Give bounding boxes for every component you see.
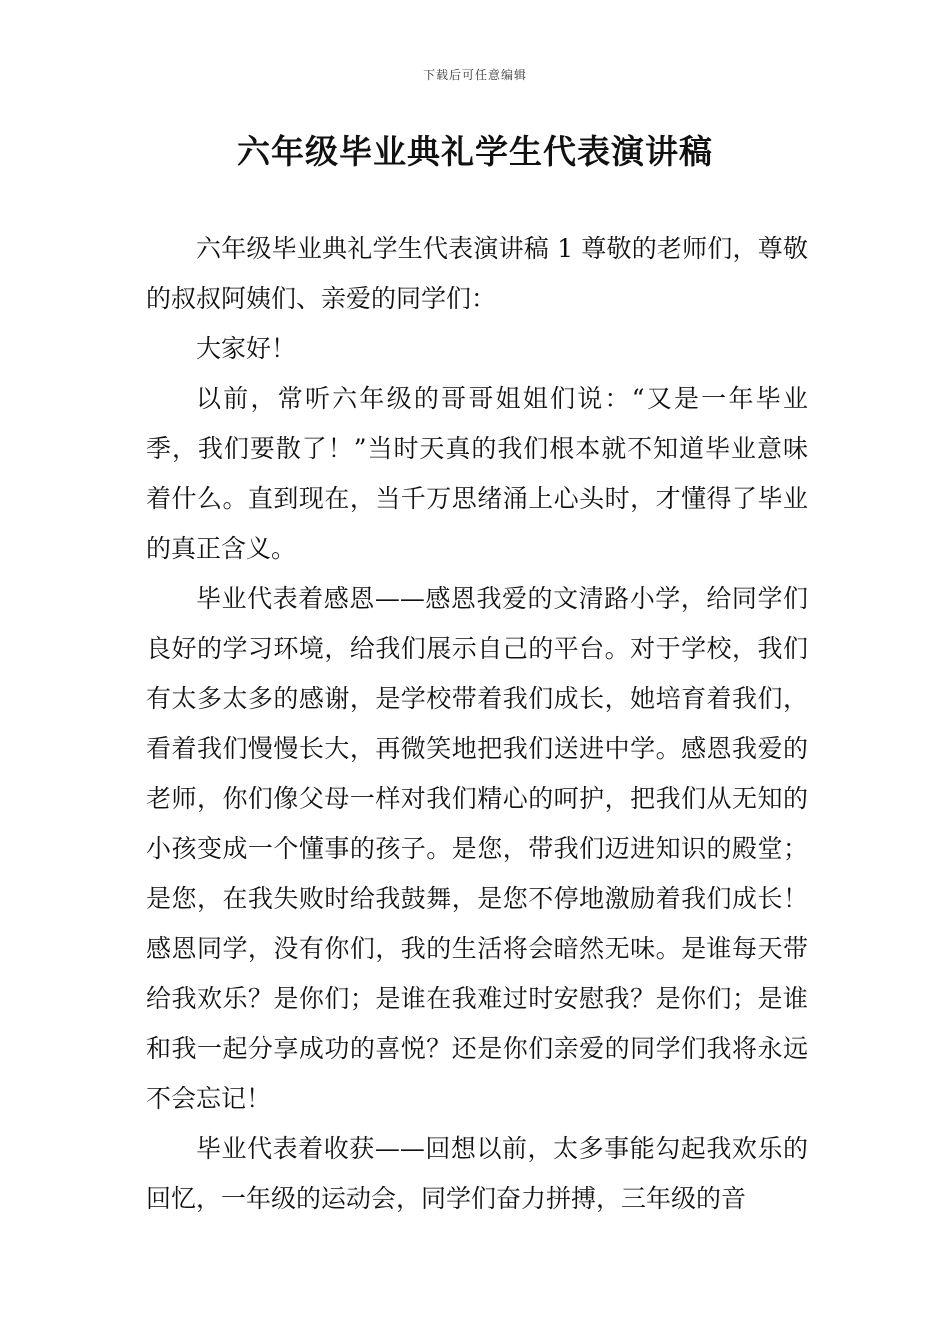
paragraph-salutation: 六年级毕业典礼学生代表演讲稿 1 尊敬的老师们，尊敬的叔叔阿姨们、亲爱的同学们： xyxy=(146,234,808,313)
paragraph-harvest: 毕业代表着收获——回想以前，太多事能勾起我欢乐的回忆，一年级的运动会，同学们奋力拼搏，三年级的音 xyxy=(146,1134,808,1213)
paragraph-greeting: 大家好！ xyxy=(196,334,297,363)
document-title: 六年级毕业典礼学生代表演讲稿 xyxy=(237,132,713,171)
paragraph-gratitude: 毕业代表着感恩——感恩我爱的文清路小学，给同学们良好的学习环境，给我们展示自己的平台。对于学校，我们有太多太多的感谢，是学校带着我们成长，她培育着我们，看着我们慢慢长大，再微笑地把我们送进中学。感恩我爱的老师，你们像父母一样对我们精心的呵护，把我们从无知的小孩变成一个懂事的孩子。是您，带我们迈进知识的殿堂；是您，在我失败时给我鼓舞，是您不停地激励着我们成长！感恩同学，没有你们，我的生活将会暗然无味。是谁每天带给我欢乐？是你们；是谁在我难过时安慰我？是你们；是谁和我一起分享成功的喜悦？还是你们亲爱的同学们我将永远不会忘记！ xyxy=(146,584,808,1113)
header-note: 下载后可任意编辑 xyxy=(422,68,527,82)
document-body xyxy=(146,224,808,1224)
paragraph-intro: 以前，常听六年级的哥哥姐姐们说：“又是一年毕业季，我们要散了！”当时天真的我们根本就不知道毕业意味着什么。直到现在，当千万思绪涌上心头时，才懂得了毕业的真正含义。 xyxy=(146,384,808,563)
